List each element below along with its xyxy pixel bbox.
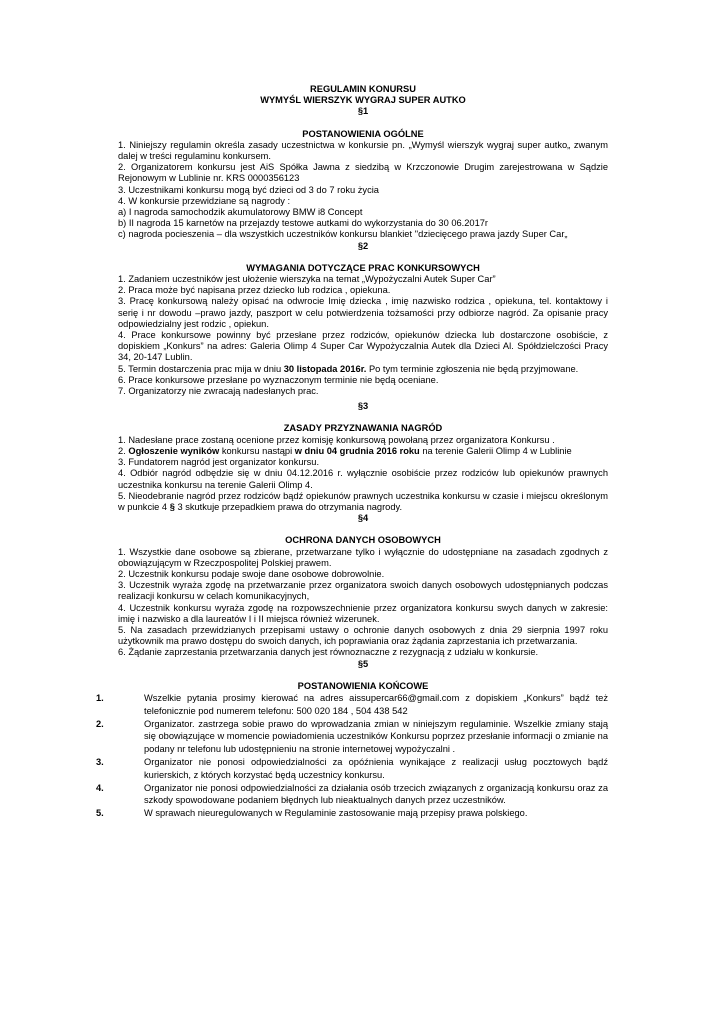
item-number: 2. [96, 718, 104, 729]
results-announcement: Ogłoszenie wyników [128, 445, 220, 456]
requirements-paragraph-6: 6. Prace konkursowe przesłane po wyznaczonym terminie nie będą oceniane. [118, 374, 439, 385]
data-paragraph-4: 4. Uczestnik konkursu wyraża zgodę na rozpowszechnienie przez organizatora konkursu swych danych w zakresie: imię i nazwisko a dla laureatów I i II miejsca również wizerunek. [118, 602, 608, 624]
section-mark-1: §1 [357, 106, 369, 117]
deadline-date: 30 listopada 2016r. [283, 363, 367, 374]
requirements-paragraph-7: 7. Organizatorzy nie zwracają nadesłanych prac. [118, 386, 319, 397]
awards-p2-end: na terenie Galerii Olimp 4 w Lublinie [419, 445, 572, 456]
section-mark-5: §5 [357, 658, 369, 669]
awards-paragraph-1: 1. Nadesłane prace zostaną ocenione przez komisję konkursową powołaną przez organizatora Konkursu . [118, 434, 555, 445]
requirements-paragraph-4: 4. Prace konkursowe powinny być przesłane przez rodziców, opiekunów dziecka lub dostarczone osobiście, z dopiskiem „Konkurs” na adres: Galeria Olimp 4 Super Car Wypożyczalnia Autek dla Dzieci Al. Spółdzielczości Pracy 34, 20-147 Lublin. [118, 330, 608, 363]
deadline-intro: 5. Termin dostarczenia prac mija w dniu [118, 363, 284, 374]
data-paragraph-6: 6. Żądanie zaprzestania przetwarzania danych jest równoznaczne z rezygnacją z udziału w konkursie. [118, 647, 539, 658]
section-heading-data-protection: OCHRONA DANYCH OSOBOWYCH [285, 535, 441, 546]
item-text: W sprawach nieuregulowanych w Regulaminie zastosowanie mają przepisy prawa polskiego. [144, 808, 528, 819]
general-paragraph-3: 3. Uczestnikami konkursu mogą być dzieci od 3 do 7 roku życia [118, 184, 379, 195]
section-heading-awards: ZASADY PRZYZNAWANIA NAGRÓD [283, 423, 443, 434]
general-paragraph-1: 1. Niniejszy regulamin określa zasady uczestnictwa w konkursie pn. „Wymyśl wierszyk wygraj super autko„ zwanym dalej w treści regulaminu konkursem. [118, 139, 608, 162]
awards-paragraph-4: 4. Odbiór nagród odbędzie się w dniu 04.12.2016 r. wyłącznie osobiście przez rodziców lub opiekunów prawnych uczestnika konkursu na terenie Galerii Olimp 4. [118, 468, 608, 490]
requirements-paragraph-5 [118, 364, 608, 375]
data-paragraph-2: 2. Uczestnik konkursu podaje swoje dane osobowe dobrowolnie. [118, 568, 385, 579]
regulation-document [96, 84, 608, 820]
paragraph-sign: § [169, 501, 175, 512]
prize-c: c) nagroda pocieszenia – dla wszystkich uczestników konkursu blankiet ''dziecięcego prawa jazdy Super Car„ [118, 229, 568, 240]
awards-p2-num: 2. [118, 445, 129, 456]
list-item [96, 782, 608, 808]
data-paragraph-3: 3. Uczestnik wyraża zgodę na przetwarzanie przez organizatora swoich danych osobowych udostępnianych podczas realizacji konkursu w celach komunikacyjnych, [118, 580, 608, 602]
general-paragraph-4: 4. W konkursie przewidziane są nagrody : [118, 195, 291, 206]
requirements-paragraph-3: 3. Pracę konkursową należy opisać na odwrocie Imię dziecka , imię nazwisko rodzica , opiekuna, tel. kontaktowy i serię i nr dowodu –prawo jazdy, paszport w celu potwierdzenia tożsamości przy odbiorze nagród. Za opisanie pracy odpowiedzialny jest rodzic , opiekun. [118, 296, 608, 329]
item-text: Organizator nie ponosi odpowiedzialności za opóźnienia wynikające z realizacji usług pocztowych bądź kurierskich, z których korzystać będą uczestnicy konkursu. [144, 756, 608, 780]
section-mark-3: §3 [357, 401, 369, 412]
list-item [96, 807, 608, 820]
item-number: 5. [96, 808, 104, 819]
requirements-paragraph-1: 1. Zadaniem uczestników jest ułożenie wierszyka na temat „Wypożyczalni Autek Super Car” [118, 274, 496, 285]
item-number: 3. [96, 756, 104, 767]
awards-p2-mid: konkursu nastąpi [219, 445, 295, 456]
section-heading-final: POSTANOWIENIA KOŃCOWE [297, 680, 429, 691]
section-heading-requirements: WYMAGANIA DOTYCZĄCE PRAC KONKURSOWYCH [246, 262, 480, 273]
deadline-note: Po tym terminie zgłoszenia nie będą przyjmowane. [366, 363, 579, 374]
requirements-paragraph-2: 2. Praca może być napisana przez dziecko lub rodzica , opiekuna. [118, 285, 391, 296]
final-provisions-list [96, 692, 608, 820]
section-heading-general: POSTANOWIENIA OGÓLNE [302, 128, 424, 139]
item-text: Wszelkie pytania prosimy kierować na adres aissupercar66@gmail.com z dopiskiem „Konkurs” bądź też telefonicznie pod numerem telefonu: 500 020 184 , 504 438 542 [144, 692, 608, 716]
awards-paragraph-3: 3. Fundatorem nagród jest organizator konkursu. [118, 457, 320, 468]
results-date: w dniu 04 grudnia 2016 roku [294, 445, 420, 456]
section-mark-4: §4 [357, 513, 369, 524]
prize-b: b) II nagroda 15 karnetów na przejazdy testowe autkami do wykorzystania do 30 06.2017r [118, 218, 489, 229]
item-text: Organizator nie ponosi odpowiedzialności za działania osób trzecich związanych z organizacją konkursu oraz za szkody spowodowane podaniem błędnych lub nieaktualnych danych przez uczestników. [144, 782, 608, 806]
list-item [96, 756, 608, 782]
data-paragraph-5: 5. Na zasadach przewidzianych przepisami ustawy o ochronie danych osobowych z dnia 29 sierpnia 1997 roku użytkownik ma prawo dostępu do swoich danych, ich poprawiania oraz żądania zaprzestania ich przetwarzania. [118, 624, 608, 647]
list-item [96, 692, 608, 718]
awards-paragraph-2 [118, 446, 608, 457]
general-paragraph-2: 2. Organizatorem konkursu jest AiS Spółka Jawna z siedzibą w Krzczonowie Drugim zarejestrowana w Sądzie Rejonowym w Lublinie nr. KRS 0000356123 [118, 162, 608, 184]
document-subtitle: WYMYŚL WIERSZYK WYGRAJ SUPER AUTKO [260, 95, 466, 106]
data-paragraph-1: 1. Wszystkie dane osobowe są zbierane, przetwarzane tylko i wyłącznie do udostępniane na zasadach zgodnych z obowiązującym w Rzeczpospolitej Polskiej prawem. [118, 546, 608, 568]
item-number: 1. [96, 692, 104, 703]
section-mark-2: §2 [357, 240, 369, 251]
awards-p5-end: 3 skutkuje przepadkiem prawa do otrzymania nagrody. [174, 501, 403, 512]
item-number: 4. [96, 782, 104, 793]
document-title: REGULAMIN KONURSU [310, 84, 416, 94]
awards-paragraph-5 [118, 491, 608, 513]
awards-p5-start: 5. Nieodebranie nagród przez rodziców bądź opiekunów prawnych uczestnika konkursu w czasie i miejscu określonym w punkcie 4 [118, 490, 608, 512]
list-item [96, 718, 608, 756]
item-text: Organizator. zastrzega sobie prawo do wprowadzania zmian w niniejszym regulaminie. Wszelkie zmiany stają się obowiązujące w momencie powiadomienia uczestników Konkursu poprzez przesłanie informacji o zmianie na podany nr telefonu lub udostępnieniu na stronie internetowej wypożyczalni . [144, 718, 608, 755]
prize-a: a) I nagroda samochodzik akumulatorowy BMW i8 Concept [118, 207, 363, 218]
